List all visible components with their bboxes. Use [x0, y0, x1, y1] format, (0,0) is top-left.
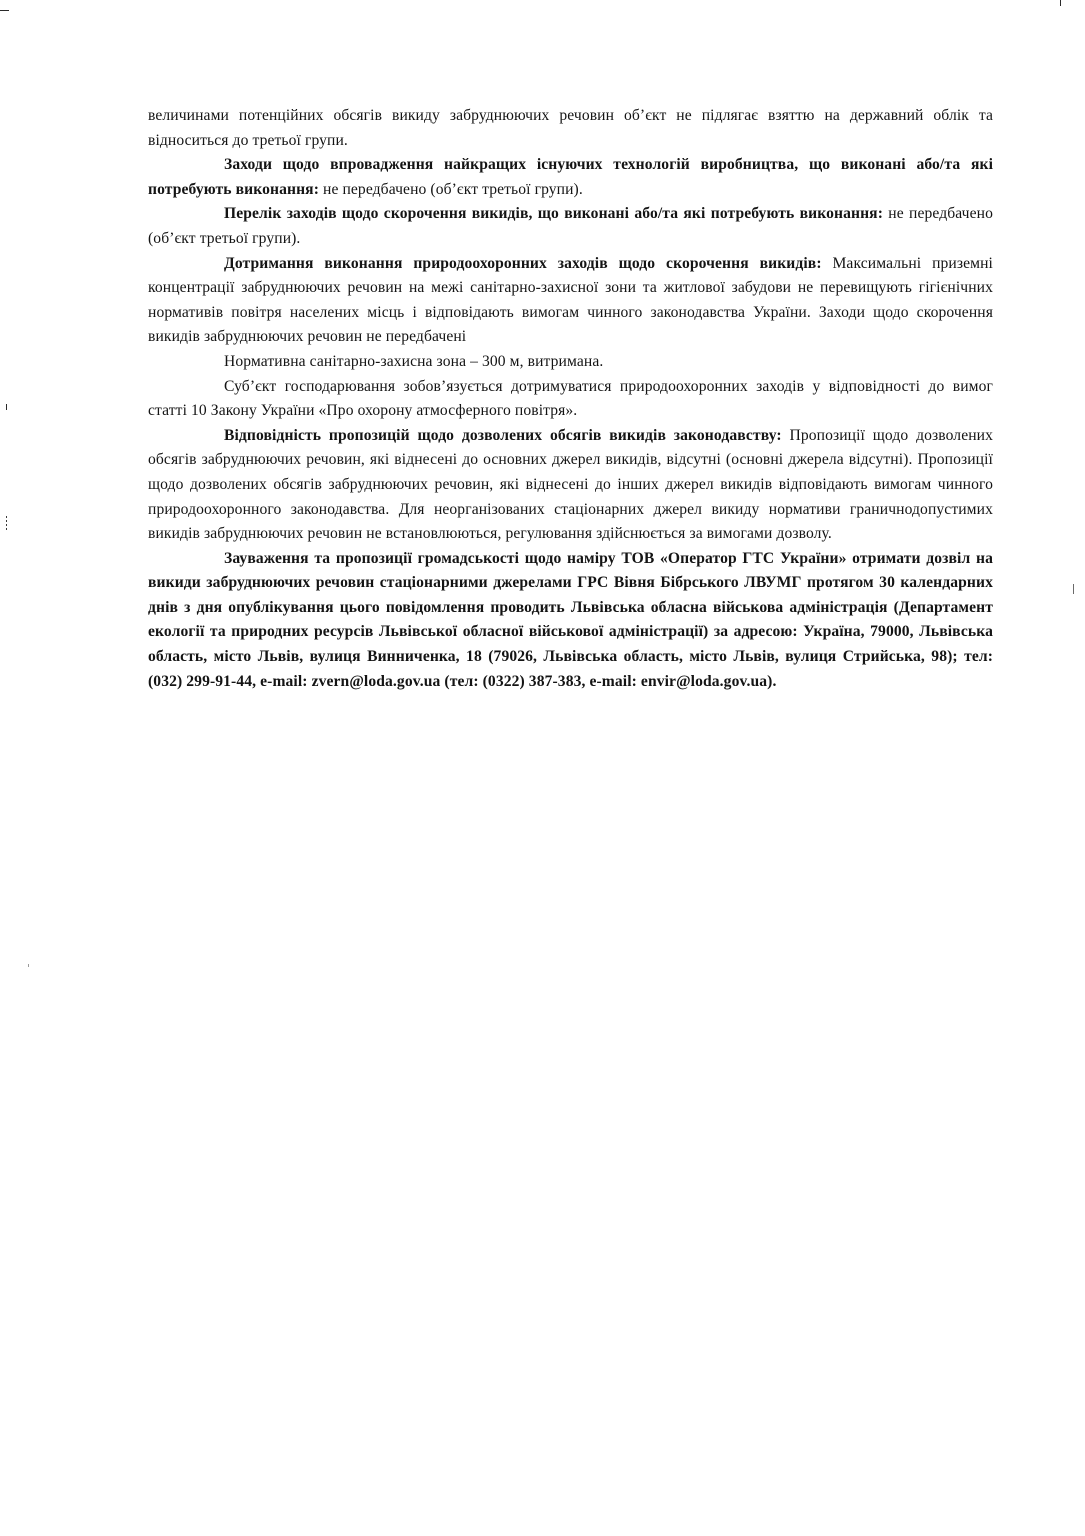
- scan-artifact: [6, 404, 7, 410]
- paragraph-heading: Зауваження та пропозиції громадськості щодо наміру ТОВ «Оператор ГТС України» отримати дозвіл на викиди забруднюючих речовин стаціонарними джерелами ГРС Вівня Бібрського ЛВУМГ протягом 30 календарних днів з дня опублікування цього повідомлення проводить Львівська обласна військова адміністрація (Департамент екології та природних ресурсів Львівської обласної військової адміністрації) за адресою: Україна, 79000, Львівська область, місто Львів, вулиця Винниченка, 18 (79026, Львівська область, місто Львів, вулиця Стрийська, 98); тел: (032) 299-91-44, e-mail: zvern@loda.gov.ua (тел: (0322) 387-383, e-mail: envir@loda.gov.ua).: [148, 549, 993, 690]
- scan-artifact: [0, 10, 9, 11]
- paragraph-legislation-compliance: [148, 424, 993, 547]
- document-body: [148, 104, 993, 694]
- paragraph-obligation: [148, 375, 993, 424]
- paragraph-heading: Відповідність пропозицій щодо дозволених обсягів викидів законодавству:: [224, 426, 782, 444]
- scan-artifact: [1060, 0, 1061, 6]
- paragraph-text: Суб’єкт господарювання зобов’язується дотримуватися природоохоронних заходів у відповідності до вимог статті 10 Закону України «Про охорону атмосферного повітря».: [148, 377, 993, 420]
- paragraph-public-comments: [148, 547, 993, 695]
- paragraph-heading: Перелік заходів щодо скорочення викидів, що виконані або/та які потребують виконання:: [224, 205, 884, 223]
- scan-artifact: [6, 516, 7, 530]
- paragraph-text: Нормативна санітарно-захисна зона – 300 м, витримана.: [224, 352, 604, 370]
- paragraph-best-technologies: [148, 153, 993, 202]
- paragraph-text: величинами потенційних обсягів викиду забруднюючих речовин об’єкт не підлягає взяттю на державний облік та відноситься до третьої групи.: [148, 107, 993, 149]
- scan-artifact: [28, 964, 29, 967]
- paragraph-heading: Дотримання виконання природоохоронних заходів щодо скорочення викидів:: [224, 254, 822, 272]
- paragraph-object-group: [148, 104, 993, 153]
- paragraph-text: Максимальні приземні концентрації забруднюючих речовин на межі санітарно-захисної зони та житлової забудови не перевищують гігієнічних нормативів повітря населених місць і відповідають вимогам чинного законодавства України. Заходи щодо скорочення викидів забруднюючих речовин не передбачені: [148, 254, 993, 346]
- paragraph-heading: Заходи щодо впровадження найкращих існуючих технологій виробництва, що виконані або/та які потребують виконання:: [148, 156, 993, 198]
- paragraph-sanitary-zone: [148, 350, 993, 375]
- paragraph-text: Пропозиції щодо дозволених обсягів забруднюючих речовин, які віднесені до основних джерел викидів, відсутні (основні джерела відсутні). Пропозиції щодо дозволених обсягів забруднюючих речовин, які віднесені до інших джерел викидів відповідають вимогам чинного природоохоронного законодавства. Для неорганізованих стаціонарних джерел викиду нормативи граничнодопустимих викидів забруднюючих речовин не встановлюються, регулювання здійснюється за вимогами дозволу.: [148, 426, 993, 543]
- scan-artifact: [1073, 584, 1074, 594]
- paragraph-text: не передбачено (об’єкт третьої групи).: [319, 180, 583, 198]
- paragraph-text: не передбачено (об’єкт третьої групи).: [148, 205, 993, 247]
- paragraph-environmental-compliance: [148, 252, 993, 350]
- paragraph-emission-reduction-measures: [148, 202, 993, 251]
